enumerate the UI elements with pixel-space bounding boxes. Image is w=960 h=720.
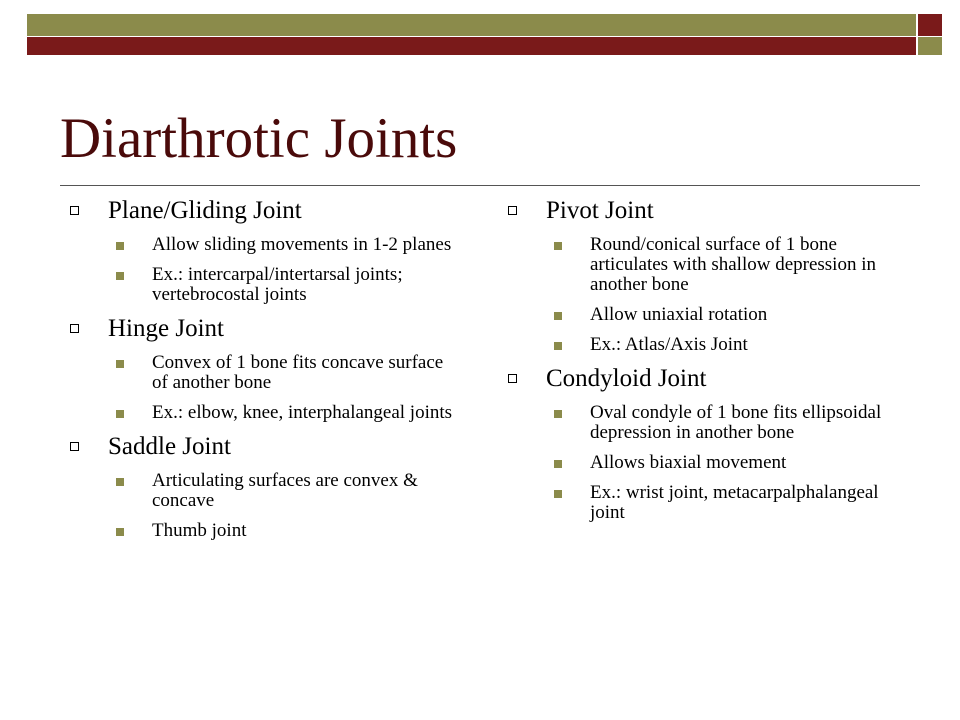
square-bullet-icon <box>508 206 517 215</box>
list-item-text: Ex.: intercarpal/intertarsal joints; vertebrocostal joints <box>152 264 403 305</box>
topic-condyloid <box>500 365 890 393</box>
list-item <box>545 335 890 355</box>
title-divider <box>60 185 920 186</box>
list-item-text: Oval condyle of 1 bone fits ellipsoidal depression in another bone <box>590 402 882 443</box>
square-bullet-filled-icon <box>116 410 124 418</box>
square-bullet-icon <box>70 206 79 215</box>
right-column <box>500 197 890 533</box>
square-bullet-filled-icon <box>116 360 124 368</box>
corner-square-olive <box>918 37 942 55</box>
list-item-text: Thumb joint <box>152 520 247 541</box>
list-item-text: Ex.: wrist joint, metacarpalphalangeal joint <box>590 482 879 523</box>
list-item <box>107 403 462 423</box>
list-item <box>107 521 462 541</box>
topic-heading: Condyloid Joint <box>546 365 707 392</box>
square-bullet-filled-icon <box>554 410 562 418</box>
list-item <box>545 305 890 325</box>
list-item-text: Convex of 1 bone fits concave surface of another bone <box>152 352 444 393</box>
list-item <box>545 453 890 473</box>
square-bullet-filled-icon <box>116 528 124 536</box>
list-item-text: Allow sliding movements in 1-2 planes <box>152 234 452 255</box>
topic-heading: Plane/Gliding Joint <box>108 197 302 224</box>
topic-heading: Pivot Joint <box>546 197 654 224</box>
list-item <box>107 235 462 255</box>
top-band-olive <box>27 14 916 36</box>
square-bullet-filled-icon <box>554 242 562 250</box>
square-bullet-filled-icon <box>554 460 562 468</box>
list-item-text: Articulating surfaces are convex & concave <box>152 470 418 511</box>
square-bullet-filled-icon <box>554 490 562 498</box>
square-bullet-filled-icon <box>116 272 124 280</box>
list-item <box>545 483 890 523</box>
left-column <box>62 197 462 551</box>
list-item-text: Ex.: elbow, knee, interphalangeal joints <box>152 402 453 423</box>
topic-saddle <box>62 433 462 461</box>
list-item-text: Ex.: Atlas/Axis Joint <box>590 334 748 355</box>
list-item <box>107 353 462 393</box>
list-item <box>107 265 462 305</box>
top-band-maroon <box>27 37 916 55</box>
topic-plane-gliding <box>62 197 462 225</box>
square-bullet-filled-icon <box>554 342 562 350</box>
list-item-text: Allows biaxial movement <box>590 452 787 473</box>
square-bullet-icon <box>70 442 79 451</box>
list-item <box>545 403 890 443</box>
list-item <box>107 471 462 511</box>
square-bullet-filled-icon <box>116 478 124 486</box>
topic-pivot <box>500 197 890 225</box>
square-bullet-filled-icon <box>116 242 124 250</box>
square-bullet-icon <box>508 374 517 383</box>
corner-square-maroon <box>918 14 942 36</box>
list-item-text: Allow uniaxial rotation <box>590 304 768 325</box>
topic-heading: Hinge Joint <box>108 315 224 342</box>
list-item <box>545 235 890 295</box>
slide-title: Diarthrotic Joints <box>60 107 458 170</box>
square-bullet-filled-icon <box>554 312 562 320</box>
topic-heading: Saddle Joint <box>108 433 231 460</box>
square-bullet-icon <box>70 324 79 333</box>
topic-hinge <box>62 315 462 343</box>
list-item-text: Round/conical surface of 1 bone articulates with shallow depression in another bone <box>590 234 876 295</box>
